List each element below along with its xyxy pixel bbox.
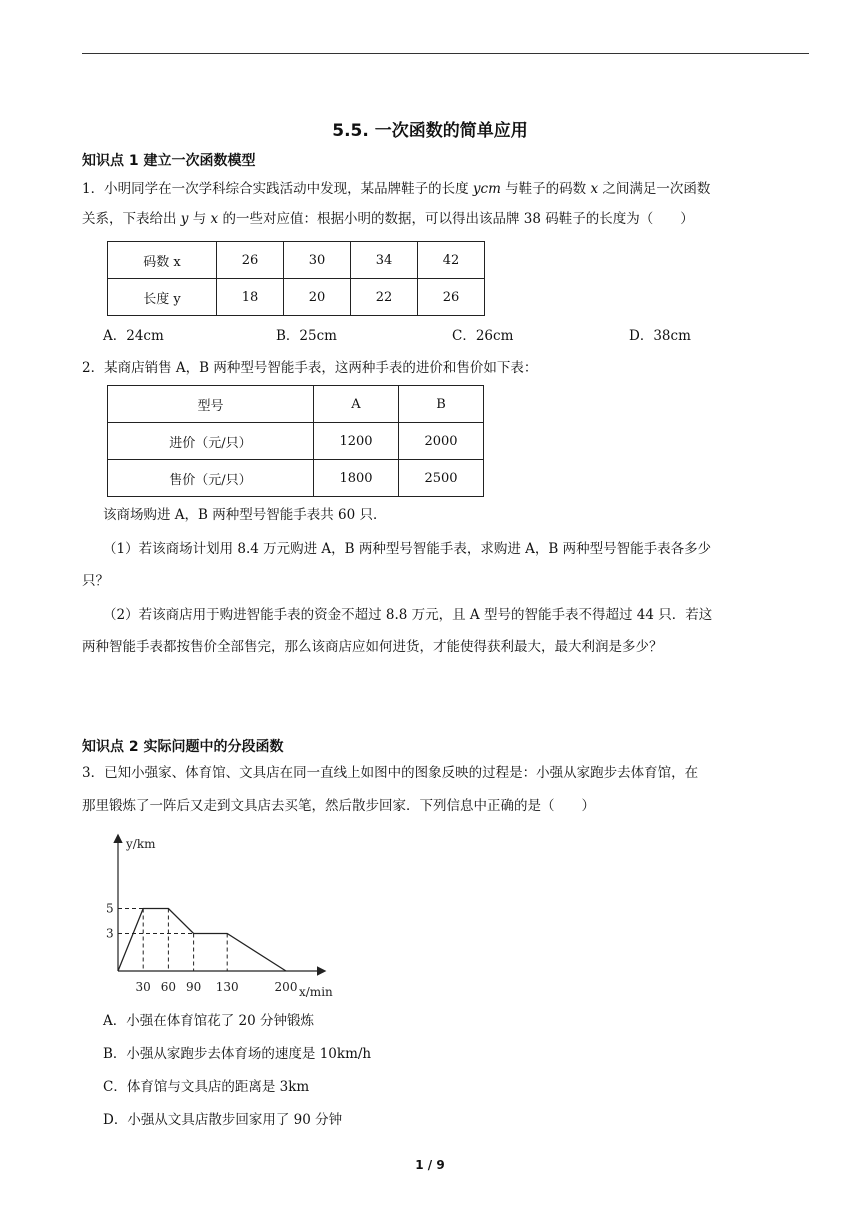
table-cell: 1800 [314,460,399,497]
table-cell: 码数 x [108,242,217,279]
section-heading-1: 知识点 1 建立一次函数模型 [82,153,256,169]
q2-line1: 该商场购进 A，B 两种型号智能手表共 60 只． [103,507,387,523]
table-cell: 26 [217,242,284,279]
q1-options [103,320,803,348]
section-heading-2: 知识点 2 实际问题中的分段函数 [82,739,284,755]
table-cell: B [399,386,484,423]
option-d[interactable]: D．38cm [629,328,691,344]
q2-part2-cont: 两种智能手表都按售价全部售完，那么该商店应如何进货，才能使得获利最大，最大利润是多少？ [82,639,663,655]
table-cell: 2000 [399,423,484,460]
y-axis-label: y/km [126,837,156,851]
x-tick-label: 130 [215,980,239,994]
table-cell: 型号 [108,386,314,423]
table-cell: 22 [351,279,418,316]
x-axis-label: x/min [299,985,333,999]
q2-body [82,500,810,662]
table-cell: 26 [418,279,485,316]
q2-part1: （1）若该商场计划用 8.4 万元购进 A，B 两种型号智能手表，求购进 A，B 两种型号智能手表各多少 [103,541,712,557]
option-a[interactable]: A．小强在体育馆花了 20 分钟锻炼 [103,1013,315,1029]
option-d[interactable]: D．小强从文具店散步回家用了 90 分钟 [103,1112,343,1128]
table-cell: 售价（元/只） [108,460,314,497]
table-cell: 30 [284,242,351,279]
q1-table [107,241,485,316]
y-tick-label: 3 [106,926,114,941]
table-cell: 1200 [314,423,399,460]
q3-options [82,1006,810,1135]
option-a[interactable]: A．24cm [103,328,164,344]
q1-text: 1．小明同学在一次学科综合实践活动中发现，某品牌鞋子的长度 ycm 与鞋子的码数 x 之间满足一次函数 关系，下表给出 y 与 x 的一些对应值：根据小明的数据，可以得出该品牌 38 码鞋子的长度为（ ） [82,181,711,227]
page-number: 1 / 9 [415,1158,445,1172]
q3-text: 3．已知小强家、体育馆、文具店在同一直线上如图中的图象反映的过程是：小强从家跑步去体育馆，在 那里锻炼了一阵后又走到文具店去买笔，然后散步回家．下列信息中正确的是（ ） [82,765,699,814]
page-title: 5.5. 一次函数的简单应用 [332,121,528,141]
table-cell: 进价（元/只） [108,423,314,460]
header-rule [82,53,809,54]
q2-intro: 2．某商店销售 A，B 两种型号智能手表，这两种手表的进价和售价如下表： [82,360,538,376]
q2-part1-cont: 只？ [82,573,109,589]
table-cell: 20 [284,279,351,316]
option-c[interactable]: C．26cm [452,328,514,344]
table-cell: 34 [351,242,418,279]
y-tick-label: 5 [106,901,114,916]
option-b[interactable]: B．小强从家跑步去体育场的速度是 10km/h [103,1046,372,1062]
table-cell: 42 [418,242,485,279]
x-tick-label: 30 [135,980,151,994]
option-b[interactable]: B．25cm [276,328,337,344]
q2-part2: （2）若该商店用于购进智能手表的资金不超过 8.8 万元，且 A 型号的智能手表不得超过 44 只．若这 [103,607,713,623]
table-cell: 2500 [399,460,484,497]
x-tick-label: 200 [274,980,298,994]
option-c[interactable]: C．体育馆与文具店的距离是 3km [103,1079,310,1095]
table-cell: 长度 y [108,279,217,316]
table-cell: A [314,386,399,423]
q3-graph [96,828,356,1008]
x-tick-label: 90 [185,980,202,994]
q2-table [107,385,484,497]
x-tick-label: 60 [160,980,177,994]
table-cell: 18 [217,279,284,316]
